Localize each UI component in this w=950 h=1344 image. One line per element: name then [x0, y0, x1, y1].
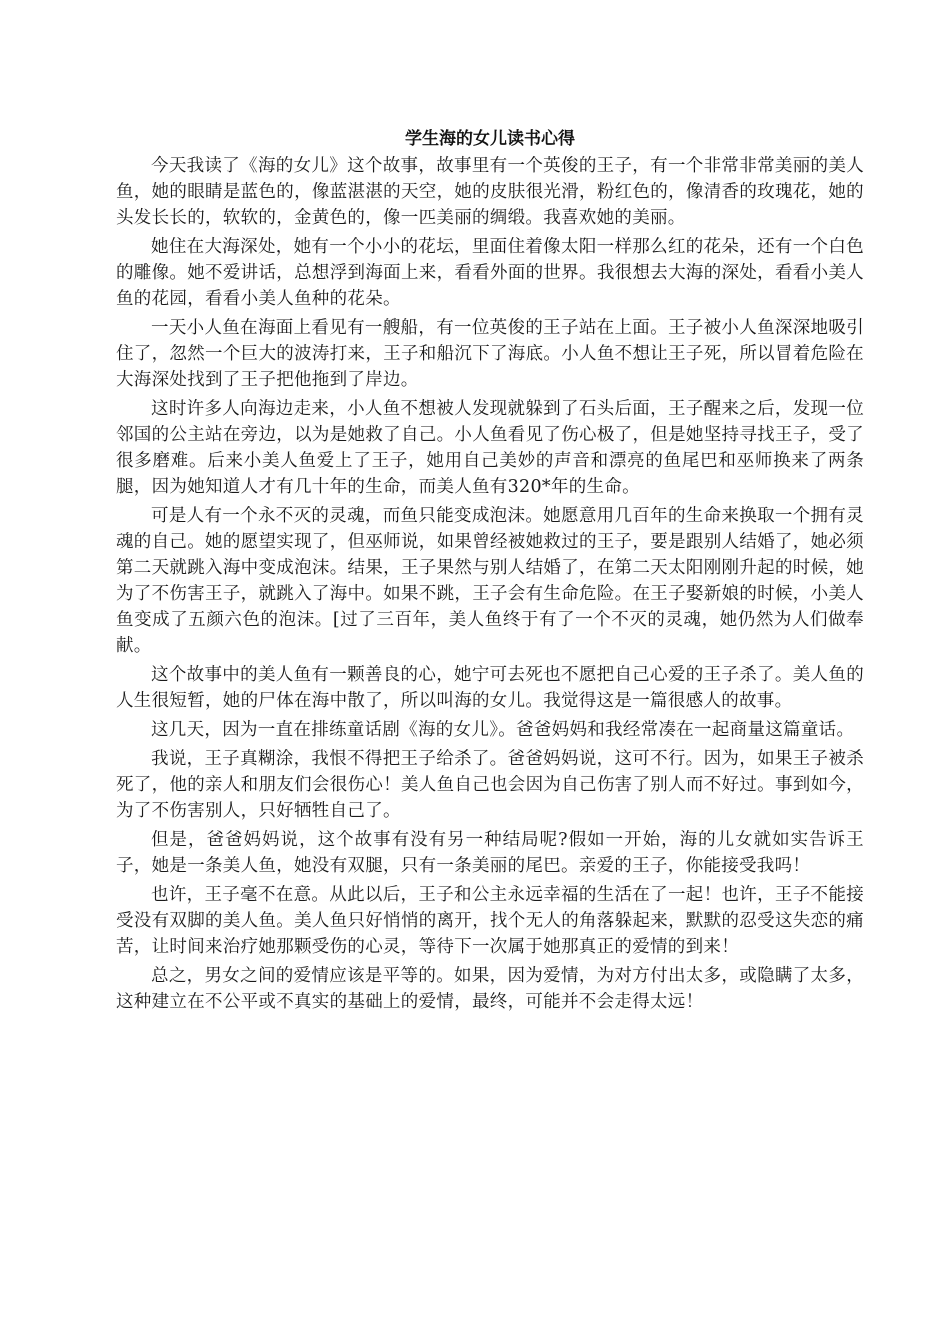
document-title: 学生海的女儿读书心得: [405, 129, 575, 149]
paragraph-7: 这几天，因为一直在排练童话剧《海的女儿》。爸爸妈妈和我经常凑在一起商量这篇童话。: [151, 720, 855, 740]
document-page: [116, 127, 864, 1018]
paragraph-2: 她住在大海深处，她有一个小小的花坛，里面住着像太阳一样那么红的花朵，还有一个白色的雕像。她不爱讲话，总想浮到海面上来，看看外面的世界。我很想去大海的深处，看看小美人鱼的花园，看看小美人鱼种的花朵。: [116, 237, 864, 309]
paragraph-4: 这时许多人向海边走来，小人鱼不想被人发现就躲到了石头后面，王子醒来之后，发现一位邻国的公主站在旁边，以为是她救了自己。小人鱼看见了伤心极了，但是她坚持寻找王子，受了很多磨难。后来小美人鱼爱上了王子，她用自己美妙的声音和漂亮的鱼尾巴和巫师换来了两条腿，因为她知道人才有几十年的生命，而美人鱼有320*年的生命。: [116, 399, 864, 497]
paragraph-6: 这个故事中的美人鱼有一颗善良的心，她宁可去死也不愿把自己心爱的王子杀了。美人鱼的人生很短暂，她的尸体在海中散了，所以叫海的女儿。我觉得这是一篇很感人的故事。: [116, 665, 864, 711]
paragraph-1: 今天我读了《海的女儿》这个故事，故事里有一个英俊的王子，有一个非常非常美丽的美人鱼，她的眼睛是蓝色的，像蓝湛湛的天空，她的皮肤很光滑，粉红色的，像清香的玫瑰花，她的头发长长的，软软的，金黄色的，像一匹美丽的绸缎。我喜欢她的美丽。: [116, 156, 864, 228]
paragraph-9: 但是，爸爸妈妈说，这个故事有没有另一种结局呢?假如一开始，海的儿女就如实告诉王子，她是一条美人鱼，她没有双腿，只有一条美丽的尾巴。亲爱的王子，你能接受我吗！: [116, 830, 864, 876]
paragraph-10: 也许，王子毫不在意。从此以后，王子和公主永远幸福的生活在了一起！也许，王子不能接受没有双脚的美人鱼。美人鱼只好悄悄的离开，找个无人的角落躲起来，默默的忍受这失恋的痛苦，让时间来治疗她那颗受伤的心灵，等待下一次属于她那真正的爱情的到来！: [116, 885, 864, 957]
paragraph-5: 可是人有一个永不灭的灵魂，而鱼只能变成泡沫。她愿意用几百年的生命来换取一个拥有灵魂的自己。她的愿望实现了，但巫师说，如果曾经被她救过的王子，要是跟别人结婚了，她必须第二天就跳入海中变成泡沫。结果，王子果然与别人结婚了，在第二天太阳刚刚升起的时候，她为了不伤害王子，就跳入了海中。如果不跳，王子会有生命危险。在王子娶新娘的时候，小美人鱼变成了五颜六色的泡沫。[过了三百年，美人鱼终于有了一个不灭的灵魂，她仍然为人们做奉献。: [116, 506, 864, 656]
paragraph-3: 一天小人鱼在海面上看见有一艘船，有一位英俊的王子站在上面。王子被小人鱼深深地吸引住了，忽然一个巨大的波涛打来，王子和船沉下了海底。小人鱼不想让王子死，所以冒着危险在大海深处找到了王子把他拖到了岸边。: [116, 318, 864, 390]
paragraph-8: 我说，王子真糊涂，我恨不得把王子给杀了。爸爸妈妈说，这可不行。因为，如果王子被杀死了，他的亲人和朋友们会很伤心！美人鱼自己也会因为自己伤害了别人而不好过。事到如今，为了不伤害别人，只好牺牲自己了。: [116, 749, 864, 821]
paragraph-11: 总之，男女之间的爱情应该是平等的。如果，因为爱情，为对方付出太多，或隐瞒了太多，这种建立在不公平或不真实的基础上的爱情，最终，可能并不会走得太远！: [116, 966, 864, 1012]
